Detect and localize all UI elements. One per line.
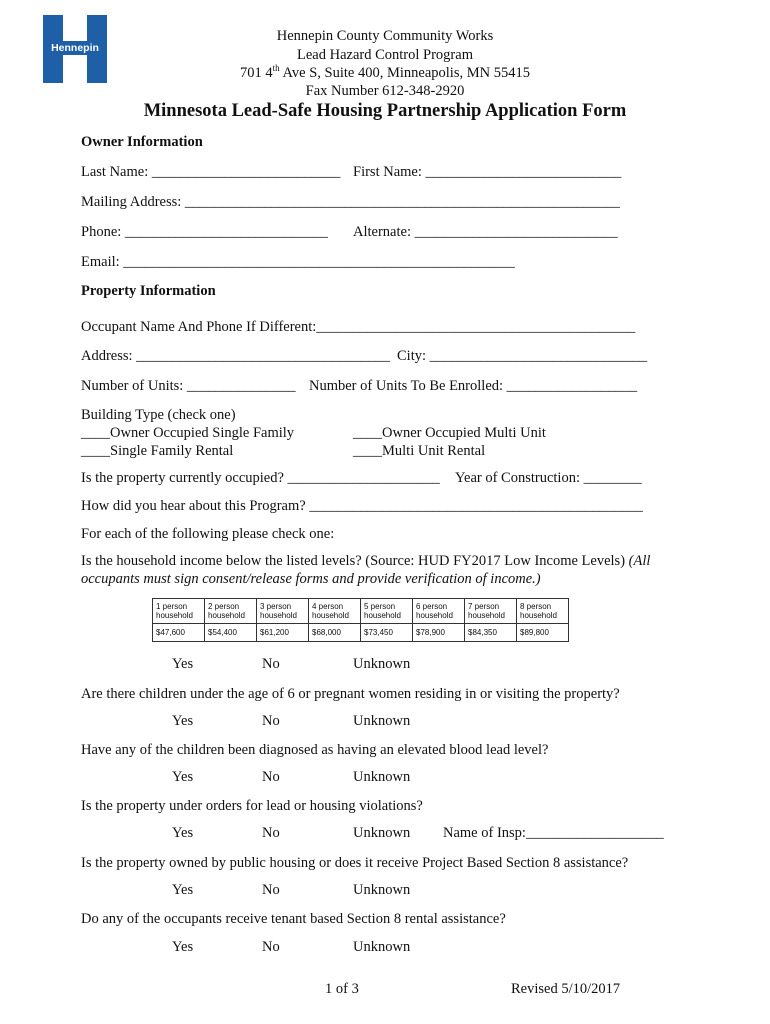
children-question: Are there children under the age of 6 or pregnant women residing in or visiting the property? [81,686,620,702]
orders-no-option[interactable]: No [262,825,280,841]
owner-heading: Owner Information [81,134,203,150]
income-value-cell: $61,200 [257,624,309,642]
income-value-cell: $78,900 [413,624,465,642]
hennepin-logo [43,15,107,83]
orders-question: Is the property under orders for lead or housing violations? [81,798,423,814]
income-header-cell: 6 person household [413,599,465,624]
orders-yes-option[interactable]: Yes [172,825,194,841]
orders-unknown-option[interactable]: Unknown [353,825,411,841]
property-address-field[interactable]: Address: ___________________________________ [81,348,390,364]
last-name-field[interactable]: Last Name: __________________________ [81,164,341,180]
income-header-cell: 1 person household [153,599,205,624]
public-housing-yes-option[interactable]: Yes [172,882,194,898]
public-housing-question: Is the property owned by public housing or does it receive Project Based Section 8 assistance? [81,855,629,871]
header-line2: Lead Hazard Control Program [297,47,473,63]
page-number: 1 of 3 [325,981,359,997]
occupied-field[interactable]: Is the property currently occupied? _____________________ [81,470,440,486]
income-value-cell: $84,350 [465,624,517,642]
income-yes-option[interactable]: Yes [172,656,194,672]
tenant-s8-no-option[interactable]: No [262,939,280,955]
bt-single-rental-option[interactable]: ____Single Family Rental [81,443,234,459]
year-construction-field[interactable]: Year of Construction: ________ [455,470,642,486]
income-header-cell: 8 person household [517,599,569,624]
diagnosed-yes-option[interactable]: Yes [172,769,194,785]
income-value-cell: $68,000 [309,624,361,642]
income-value-cell: $54,400 [205,624,257,642]
tenant-s8-yes-option[interactable]: Yes [172,939,194,955]
alternate-phone-field[interactable]: Alternate: ____________________________ [353,224,618,240]
city-field[interactable]: City: ______________________________ [397,348,648,364]
income-header-cell: 2 person household [205,599,257,624]
income-table [152,598,569,642]
hear-about-field[interactable]: How did you hear about this Program? ______________________________________________ [81,498,643,514]
children-no-option[interactable]: No [262,713,280,729]
income-unknown-option[interactable]: Unknown [353,656,411,672]
children-unknown-option[interactable]: Unknown [353,713,411,729]
first-name-field[interactable]: First Name: ___________________________ [353,164,622,180]
property-heading: Property Information [81,283,216,299]
revision-date: Revised 5/10/2017 [511,981,621,997]
children-yes-option[interactable]: Yes [172,713,194,729]
units-field[interactable]: Number of Units: _______________ [81,378,296,394]
income-value-cell: $89,800 [517,624,569,642]
income-table-header-row [153,599,569,624]
income-question: Is the household income below the listed levels? (Source: HUD FY2017 Low Income Levels) (All [81,553,651,569]
income-header-cell: 3 person household [257,599,309,624]
logo-graphic [43,15,107,83]
header-line1: Hennepin County Community Works [276,28,494,44]
inspector-name-field[interactable]: Name of Insp:___________________ [443,825,664,841]
income-header-cell: 4 person household [309,599,361,624]
logo-text: Hennepin [51,42,99,54]
diagnosed-question: Have any of the children been diagnosed as having an elevated blood lead level? [81,742,549,758]
diagnosed-unknown-option[interactable]: Unknown [353,769,411,785]
income-header-cell: 5 person household [361,599,413,624]
public-housing-no-option[interactable]: No [262,882,280,898]
income-question-note: occupants must sign consent/release forms and provide verification of income.) [81,571,541,587]
check-each-label: For each of the following please check one: [81,526,335,542]
income-no-option[interactable]: No [262,656,280,672]
units-enrolled-field[interactable]: Number of Units To Be Enrolled: __________________ [309,378,638,394]
diagnosed-no-option[interactable]: No [262,769,280,785]
email-field[interactable]: Email: ______________________________________________________ [81,254,515,270]
header-fax: Fax Number 612-348-2920 [305,83,465,99]
occupant-field[interactable]: Occupant Name And Phone If Different:____________________________________________ [81,319,636,335]
header-address: 701 4th Ave S, Suite 400, Minneapolis, MN 55415 [240,63,530,81]
income-table-value-row [153,624,569,642]
income-header-cell: 7 person household [465,599,517,624]
building-type-label: Building Type (check one) [81,407,236,423]
phone-field[interactable]: Phone: ____________________________ [81,224,328,240]
bt-owner-single-option[interactable]: ____Owner Occupied Single Family [81,425,295,441]
income-value-cell: $73,450 [361,624,413,642]
tenant-s8-unknown-option[interactable]: Unknown [353,939,411,955]
tenant-s8-question: Do any of the occupants receive tenant based Section 8 rental assistance? [81,911,506,927]
form-title: Minnesota Lead-Safe Housing Partnership Application Form [143,101,627,121]
mailing-address-field[interactable]: Mailing Address: ____________________________________________________________ [81,194,620,210]
income-value-cell: $47,600 [153,624,205,642]
public-housing-unknown-option[interactable]: Unknown [353,882,411,898]
bt-multi-rental-option[interactable]: ____Multi Unit Rental [353,443,486,459]
bt-owner-multi-option[interactable]: ____Owner Occupied Multi Unit [353,425,546,441]
